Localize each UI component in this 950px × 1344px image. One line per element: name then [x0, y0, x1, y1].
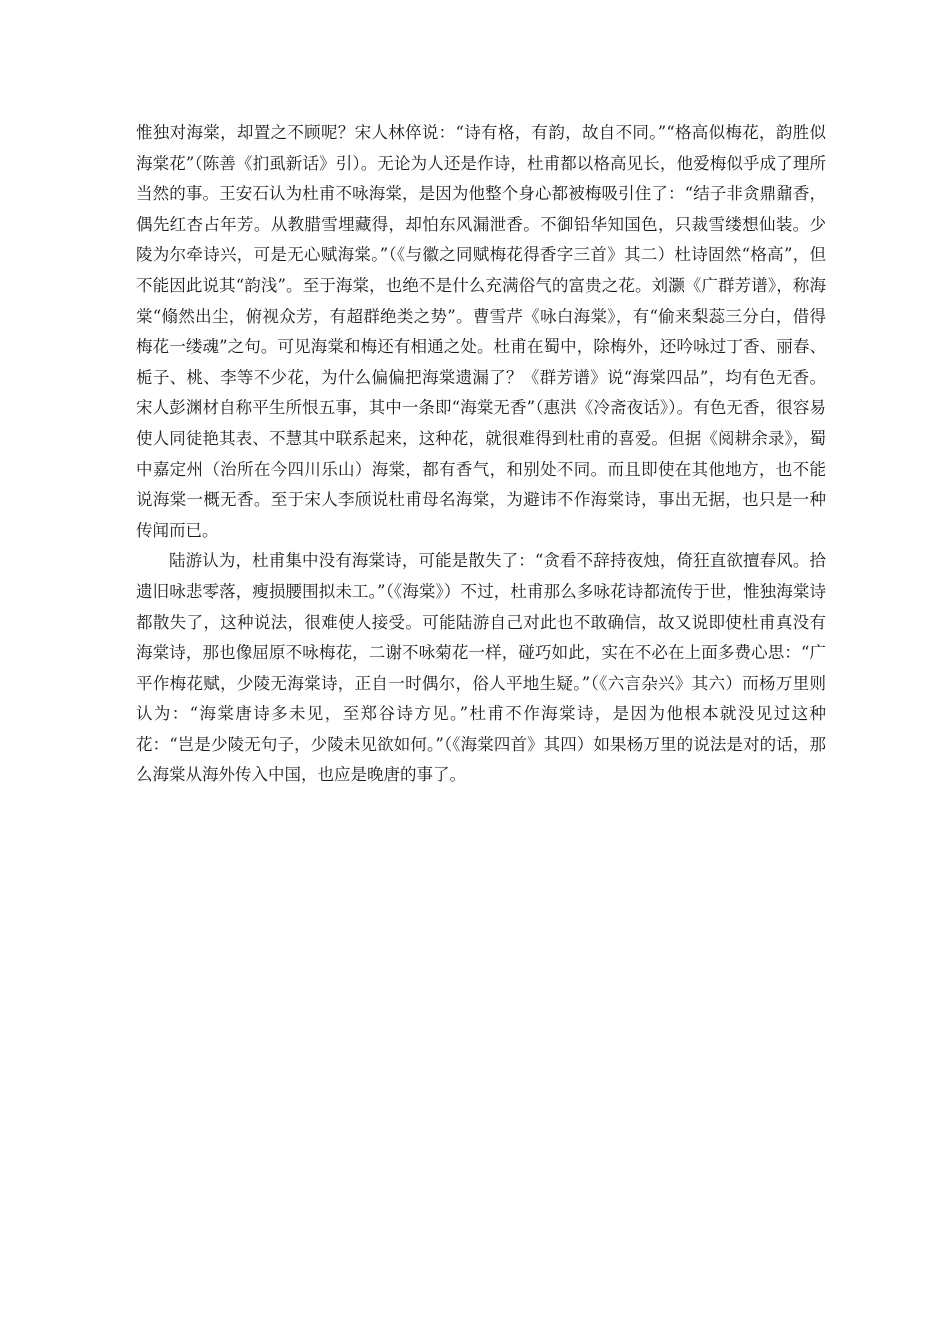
document-page: [136, 118, 826, 791]
paragraph-1: 惟独对海棠，却置之不顾呢？宋人林倅说：“诗有格，有韵，故自不同。”“格高似梅花，韵胜似海棠花”（陈善《扪虱新话》引）。无论为人还是作诗，杜甫都以格高见长，他爱梅似乎成了理所当然的事。王安石认为杜甫不咏海棠，是因为他整个身心都被梅吸引住了：“结子非贪鼎鼐香，偶先红杏占年芳。从教腊雪埋藏得，却怕东风漏泄香。不御铅华知国色，只裁雪缕想仙装。少陵为尔牵诗兴，可是无心赋海棠。”（《与徽之同赋梅花得香字三首》其二）杜诗固然“格高”，但不能因此说其“韵浅”。至于海棠，也绝不是什么充满俗气的富贵之花。刘灏《广群芳谱》，称海棠“翛然出尘，俯视众芳，有超群绝类之势”。曹雪芹《咏白海棠》，有“偷来梨蕊三分白，借得梅花一缕魂”之句。可见海棠和梅还有相通之处。杜甫在蜀中，除梅外，还吟咏过丁香、丽春、栀子、桃、李等不少花，为什么偏偏把海棠遗漏了？《群芳谱》说“海棠四品”，均有色无香。宋人彭渊材自称平生所恨五事，其中一条即“海棠无香”（惠洪《冷斋夜话》）。有色无香，很容易使人同徒艳其表、不慧其中联系起来，这种花，就很难得到杜甫的喜爱。但据《阅耕余录》，蜀中嘉定州（治所在今四川乐山）海棠，都有香气，和别处不同。而且即使在其他地方，也不能说海棠一概无香。至于宋人李颀说杜甫母名海棠，为避讳不作海棠诗，事出无据，也只是一种传闻而已。: [136, 123, 826, 540]
paragraph-2: 陆游认为，杜甫集中没有海棠诗，可能是散失了：“贪看不辞持夜烛，倚狂直欲擅春风。拾遗旧咏悲零落，瘦损腰围拟未工。”（《海棠》）不过，杜甫那么多咏花诗都流传于世，惟独海棠诗都散失了，这种说法，很难使人接受。可能陆游自己对此也不敢确信，故又说即使杜甫真没有海棠诗，那也像屈原不咏梅花，二谢不咏菊花一样，碰巧如此，实在不必在上面多费心思：“广平作梅花赋，少陵无海棠诗，正自一时偶尔，俗人平地生疑。”（《六言杂兴》其六）而杨万里则认为：“海棠唐诗多未见，至郑谷诗方见。”杜甫不作海棠诗，是因为他根本就没见过这种花：“岂是少陵无句子，少陵未见欲如何。”（《海棠四首》其四）如果杨万里的说法是对的话，那么海棠从海外传入中国，也应是晚唐的事了。: [136, 551, 826, 785]
